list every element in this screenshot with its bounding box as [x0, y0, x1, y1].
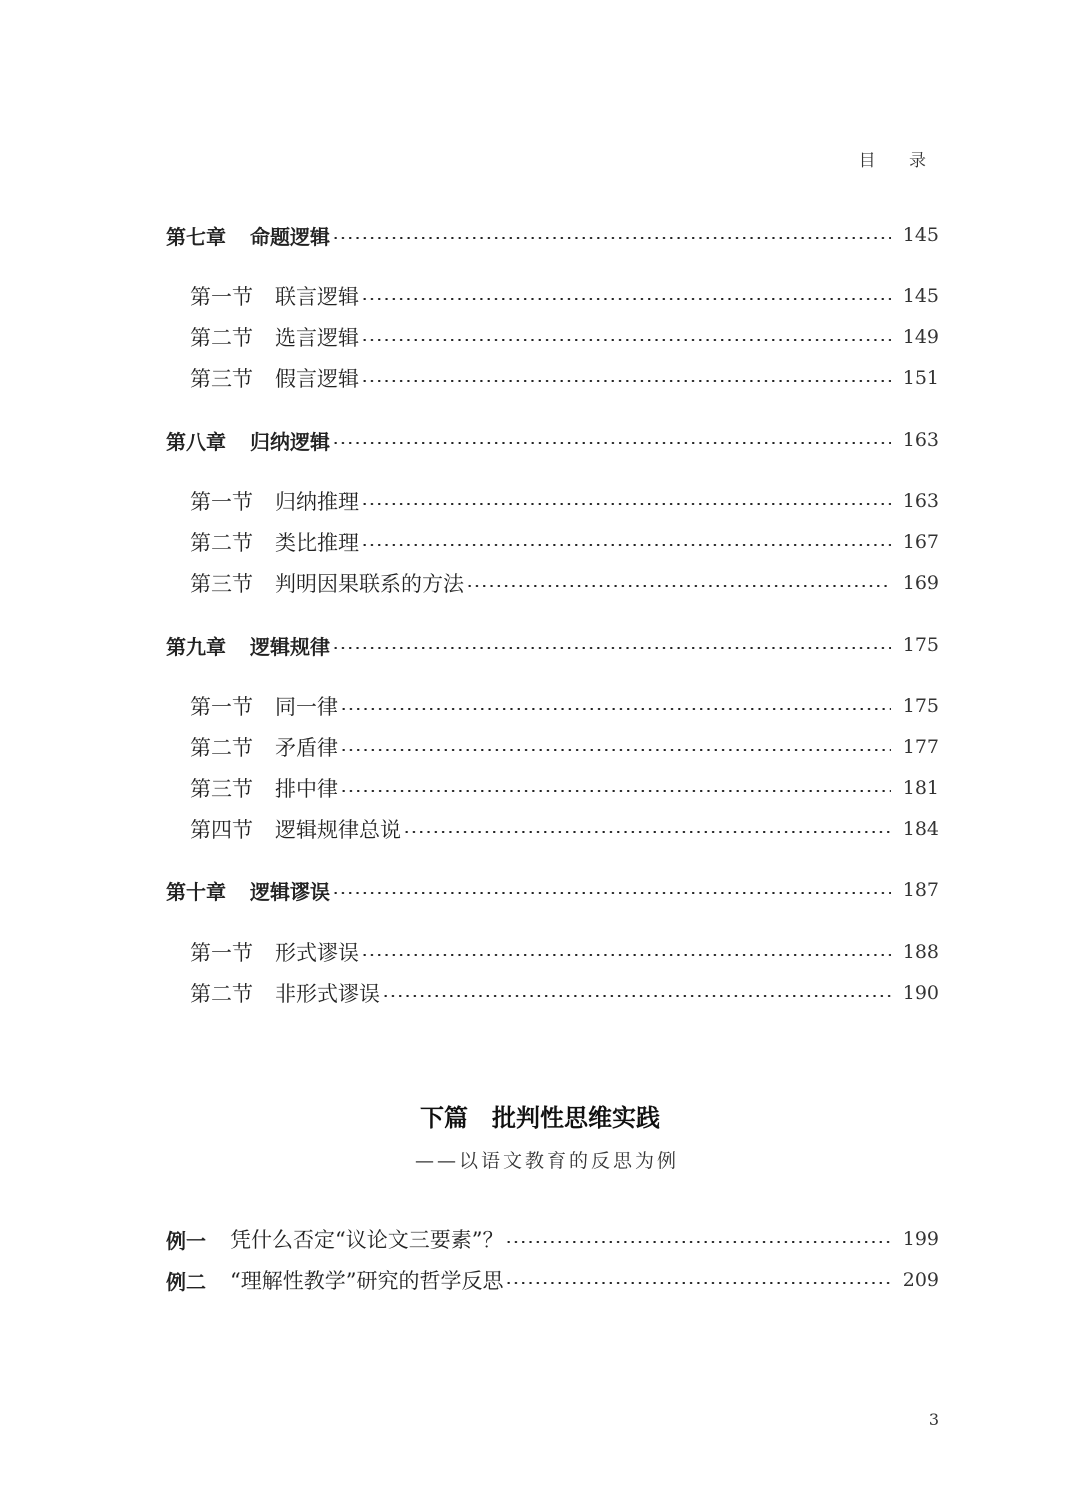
page-number: 3	[928, 1410, 939, 1429]
section-title: 形式谬误	[275, 941, 359, 965]
chapter-number: 第九章	[166, 634, 226, 659]
part-subtitle: ——以语文教育的反思为例	[415, 1150, 680, 1172]
dot-leader	[332, 442, 891, 444]
toc-section-row[interactable]	[166, 814, 939, 844]
section-title: 归纳推理	[275, 490, 359, 514]
page-ref: 145	[902, 285, 939, 307]
toc-chapter-row[interactable]	[166, 875, 939, 905]
dot-leader	[332, 892, 891, 894]
page-ref: 149	[902, 326, 939, 348]
section-title: 非形式谬误	[275, 982, 380, 1006]
section-number: 第二节	[190, 531, 253, 555]
chapter-title: 逻辑规律	[250, 634, 330, 659]
toc-section-row[interactable]	[166, 281, 939, 311]
toc-section-row[interactable]	[166, 322, 939, 352]
page-ref: 190	[902, 982, 939, 1004]
section-number: 第二节	[190, 326, 253, 350]
chapter-number: 第七章	[166, 224, 226, 249]
dot-leader	[361, 503, 891, 505]
dot-leader	[361, 544, 891, 546]
section-title: 选言逻辑	[275, 326, 359, 350]
part-title: 批判性思维实践	[492, 1104, 660, 1132]
page-ref: 209	[902, 1269, 939, 1291]
page-ref: 175	[902, 634, 939, 656]
section-title: 同一律	[275, 695, 338, 719]
section-number: 第一节	[190, 941, 253, 965]
section-title: 假言逻辑	[275, 367, 359, 391]
dot-leader	[332, 237, 891, 239]
dot-leader	[361, 339, 891, 341]
section-number: 第二节	[190, 736, 253, 760]
dot-leader	[340, 790, 891, 792]
section-number: 第三节	[190, 572, 253, 596]
page-ref: 187	[902, 879, 939, 901]
page-ref: 151	[902, 367, 939, 389]
toc-section-row[interactable]	[166, 978, 939, 1008]
chapter-number: 第十章	[166, 879, 226, 904]
example-title: “理解性教学”研究的哲学反思	[230, 1269, 504, 1293]
section-title: 逻辑规律总说	[275, 818, 401, 842]
page-ref: 175	[902, 695, 939, 717]
section-number: 第一节	[190, 490, 253, 514]
dot-leader	[332, 647, 891, 649]
toc-section-row[interactable]	[166, 691, 939, 721]
section-title: 联言逻辑	[275, 285, 359, 309]
section-number: 第三节	[190, 777, 253, 801]
dot-leader	[403, 831, 891, 833]
chapter-title: 归纳逻辑	[250, 429, 330, 454]
page-ref: 177	[902, 736, 939, 758]
toc-section-row[interactable]	[166, 363, 939, 393]
dot-leader	[340, 749, 891, 751]
toc-section-row[interactable]	[166, 732, 939, 762]
page-ref: 145	[902, 224, 939, 246]
dot-leader	[361, 380, 891, 382]
toc-chapter-row[interactable]	[166, 630, 939, 660]
page-ref: 184	[902, 818, 939, 840]
example-title: 凭什么否定“议论文三要素”？	[230, 1228, 504, 1252]
dot-leader	[505, 1282, 890, 1284]
page-ref: 163	[902, 429, 939, 451]
toc-section-row[interactable]	[166, 773, 939, 803]
chapter-number: 第八章	[166, 429, 226, 454]
page-ref: 188	[902, 941, 939, 963]
part-heading	[0, 1098, 1080, 1133]
section-title: 类比推理	[275, 531, 359, 555]
dot-leader	[466, 585, 891, 587]
section-number: 第一节	[190, 285, 253, 309]
page-ref: 167	[902, 531, 939, 553]
toc-section-row[interactable]	[166, 937, 939, 967]
dot-leader	[505, 1241, 890, 1243]
toc-section-row[interactable]	[166, 527, 939, 557]
dot-leader	[382, 995, 891, 997]
section-number: 第四节	[190, 818, 253, 842]
toc-section-row[interactable]	[166, 486, 939, 516]
toc-chapter-row[interactable]	[166, 220, 939, 250]
page-ref: 181	[902, 777, 939, 799]
section-number: 第一节	[190, 695, 253, 719]
example-number: 例一	[166, 1228, 206, 1253]
toc-section-row[interactable]	[166, 568, 939, 598]
section-number: 第二节	[190, 982, 253, 1006]
section-title: 排中律	[275, 777, 338, 801]
page-ref: 163	[902, 490, 939, 512]
dot-leader	[361, 954, 891, 956]
section-title: 判明因果联系的方法	[275, 572, 464, 596]
section-title: 矛盾律	[275, 736, 338, 760]
dot-leader	[340, 708, 891, 710]
running-head: 目 录	[858, 151, 940, 171]
toc-example-row[interactable]	[166, 1265, 939, 1295]
part-label: 下篇	[420, 1104, 468, 1132]
toc-chapter-row[interactable]	[166, 425, 939, 455]
chapter-title: 逻辑谬误	[250, 879, 330, 904]
dot-leader	[361, 298, 891, 300]
section-number: 第三节	[190, 367, 253, 391]
chapter-title: 命题逻辑	[250, 224, 330, 249]
page-ref: 169	[902, 572, 939, 594]
page-ref: 199	[902, 1228, 939, 1250]
toc-example-row[interactable]	[166, 1224, 939, 1254]
example-number: 例二	[166, 1269, 206, 1294]
